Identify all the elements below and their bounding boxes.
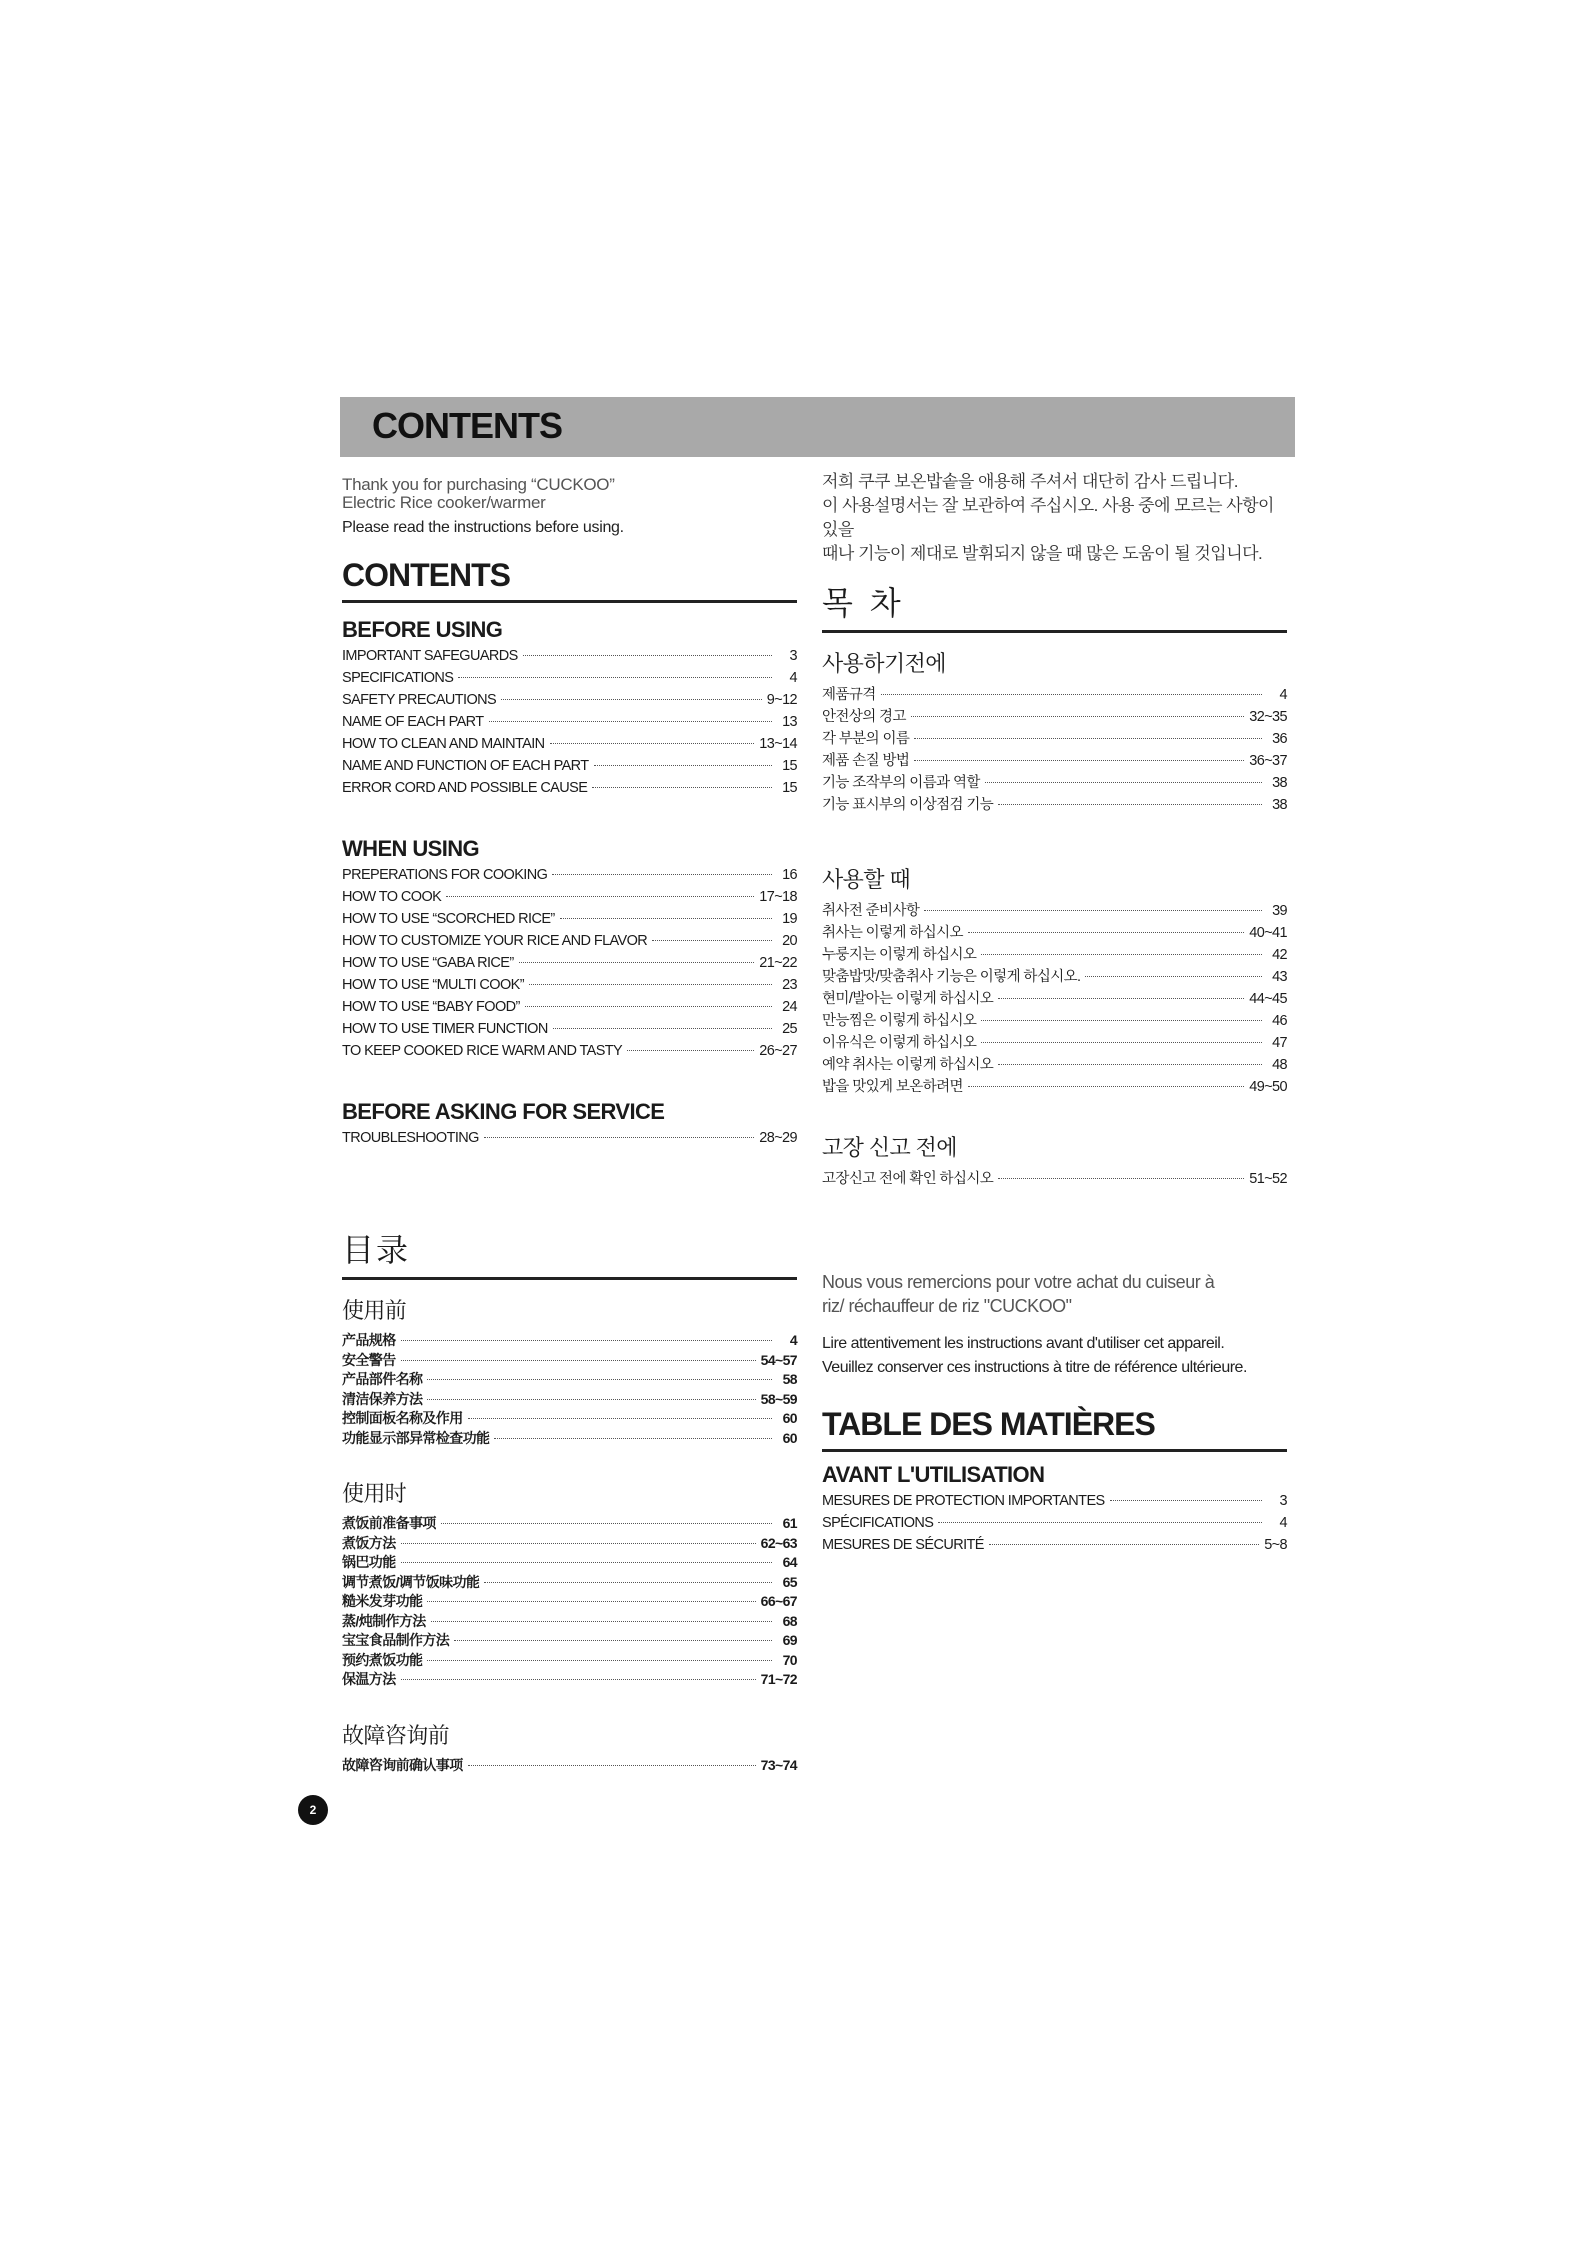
toc-row[interactable] bbox=[822, 793, 1287, 815]
en-section-list bbox=[342, 648, 797, 802]
en-intro-line2: Electric Rice cooker/warmer bbox=[342, 493, 546, 512]
toc-row[interactable] bbox=[822, 965, 1287, 987]
toc-row[interactable] bbox=[822, 1515, 1287, 1537]
toc-label: 맞춤밥맛/맞춤취사 기능은 이렇게 하십시오. bbox=[822, 969, 1081, 985]
dot-leader bbox=[431, 1621, 772, 1622]
toc-label: 预约煮饭功能 bbox=[342, 1651, 423, 1668]
toc-page: 70 bbox=[782, 1651, 797, 1668]
ko-heading: 목 차 bbox=[822, 578, 1287, 633]
toc-label: HOW TO CLEAN AND MAINTAIN bbox=[342, 736, 545, 752]
toc-page: 61 bbox=[782, 1515, 797, 1531]
en-section-title: BEFORE ASKING FOR SERVICE bbox=[342, 1099, 665, 1124]
zh-heading: 目录 bbox=[342, 1225, 797, 1280]
fr-intro-line4: Veuillez conserver ces instructions à titre de référence ultérieure. bbox=[822, 1359, 1247, 1376]
toc-page: 13 bbox=[782, 714, 797, 730]
toc-label: 이유식은 이렇게 하십시오 bbox=[822, 1035, 977, 1051]
toc-page: 65 bbox=[782, 1573, 797, 1590]
en-section-title: BEFORE USING bbox=[342, 617, 503, 642]
toc-label: 蒸/炖制作方法 bbox=[342, 1612, 426, 1629]
dot-leader bbox=[938, 1522, 1262, 1523]
toc-label: MESURES DE SÉCURITÉ bbox=[822, 1537, 984, 1553]
dot-leader bbox=[989, 1544, 1259, 1545]
dot-leader bbox=[441, 1523, 772, 1524]
fr-heading: TABLE DES MATIÈRES bbox=[822, 1406, 1287, 1452]
dot-leader bbox=[881, 694, 1262, 695]
toc-label: 锅巴功能 bbox=[342, 1554, 396, 1570]
toc-row[interactable] bbox=[822, 771, 1287, 793]
dot-leader bbox=[427, 1601, 755, 1602]
dot-leader bbox=[981, 1020, 1262, 1021]
toc-page: 40~41 bbox=[1249, 925, 1287, 941]
toc-row[interactable] bbox=[342, 1650, 797, 1670]
toc-row[interactable] bbox=[342, 736, 797, 758]
toc-row[interactable] bbox=[822, 987, 1287, 1009]
toc-page: 3 bbox=[1279, 1493, 1287, 1509]
ko-section-title: 사용할 때 bbox=[822, 867, 911, 892]
en-intro-line1: Thank you for purchasing “CUCKOO” bbox=[342, 475, 615, 494]
toc-row[interactable] bbox=[822, 749, 1287, 771]
fr-intro-line1: Nous vous remercions pour votre achat du cuiseur à bbox=[822, 1272, 1215, 1292]
fr-intro-line2: riz/ réchauffeur de riz "CUCKOO" bbox=[822, 1296, 1072, 1316]
dot-leader bbox=[501, 699, 762, 700]
toc-row[interactable] bbox=[342, 670, 797, 692]
banner-title: CONTENTS bbox=[372, 405, 562, 446]
dot-leader bbox=[553, 1028, 772, 1029]
toc-page: 9~12 bbox=[766, 692, 797, 708]
dot-leader bbox=[427, 1399, 755, 1400]
dot-leader bbox=[914, 760, 1244, 761]
toc-row[interactable] bbox=[822, 1009, 1287, 1031]
toc-page: 51~52 bbox=[1249, 1171, 1287, 1187]
toc-page: 19 bbox=[782, 911, 797, 927]
toc-row[interactable] bbox=[342, 1572, 797, 1592]
dot-leader bbox=[968, 1086, 1244, 1087]
dot-leader bbox=[484, 1582, 772, 1583]
dot-leader bbox=[401, 1543, 756, 1544]
toc-page: 48 bbox=[1272, 1057, 1287, 1073]
dot-leader bbox=[525, 1006, 772, 1007]
ko-intro-line1: 저희 쿠쿠 보온밥솥을 애용해 주셔서 대단히 감사 드립니다. bbox=[822, 472, 1238, 491]
ko-section-title: 고장 신고 전에 bbox=[822, 1135, 957, 1160]
toc-label: 宝宝食品制作方法 bbox=[342, 1632, 450, 1648]
toc-row[interactable] bbox=[822, 683, 1287, 705]
toc-row[interactable] bbox=[342, 1513, 797, 1533]
dot-leader bbox=[529, 984, 772, 985]
toc-page: 44~45 bbox=[1249, 991, 1287, 1007]
toc-label: 기능 표시부의 이상점검 기능 bbox=[822, 797, 994, 813]
toc-label: 만능찜은 이렇게 하십시오 bbox=[822, 1013, 977, 1029]
dot-leader bbox=[484, 1137, 754, 1138]
toc-row[interactable] bbox=[822, 1537, 1287, 1559]
toc-row[interactable] bbox=[342, 1130, 797, 1152]
dot-leader bbox=[468, 1765, 756, 1766]
toc-label: SAFETY PRECAUTIONS bbox=[342, 692, 497, 708]
toc-row[interactable] bbox=[342, 999, 797, 1021]
toc-label: 기능 조작부의 이름과 역할 bbox=[822, 775, 980, 791]
toc-label: 취사는 이렇게 하십시오 bbox=[822, 925, 963, 941]
toc-page: 5~8 bbox=[1264, 1537, 1287, 1553]
en-heading: CONTENTS bbox=[342, 557, 797, 603]
toc-page: 15 bbox=[782, 780, 797, 796]
toc-row[interactable] bbox=[342, 1408, 797, 1428]
toc-label: HOW TO COOK bbox=[342, 889, 442, 905]
toc-page: 54~57 bbox=[760, 1351, 797, 1368]
dot-leader bbox=[1085, 976, 1262, 977]
dot-leader bbox=[519, 962, 755, 963]
toc-label: 각 부분의 이름 bbox=[822, 731, 910, 747]
toc-label: 안전상의 경고 bbox=[822, 709, 906, 725]
toc-page: 4 bbox=[1279, 687, 1287, 703]
toc-row[interactable] bbox=[342, 714, 797, 736]
toc-label: 제품 손질 방법 bbox=[822, 753, 910, 769]
dot-leader bbox=[523, 655, 772, 656]
toc-label: 누룽지는 이렇게 하십시오 bbox=[822, 947, 977, 963]
toc-row[interactable] bbox=[342, 1533, 797, 1553]
toc-page: 49~50 bbox=[1249, 1079, 1287, 1095]
toc-label: 功能显示部异常检查功能 bbox=[342, 1429, 490, 1446]
toc-page: 38 bbox=[1272, 797, 1287, 813]
toc-label: 糙米发芽功能 bbox=[342, 1593, 423, 1609]
toc-label: HOW TO USE “SCORCHED RICE” bbox=[342, 911, 555, 927]
toc-label: TO KEEP COOKED RICE WARM AND TASTY bbox=[342, 1043, 623, 1059]
toc-label: 安全警告 bbox=[342, 1351, 396, 1368]
toc-label: HOW TO USE “BABY FOOD” bbox=[342, 999, 520, 1015]
fr-section-list bbox=[822, 1493, 1287, 1559]
dot-leader bbox=[627, 1050, 754, 1051]
en-section-title: WHEN USING bbox=[342, 836, 480, 861]
toc-row[interactable] bbox=[822, 1167, 1287, 1189]
toc-row[interactable] bbox=[822, 1075, 1287, 1097]
toc-row[interactable] bbox=[342, 1630, 797, 1650]
toc-label: NAME OF EACH PART bbox=[342, 714, 484, 730]
toc-label: 故障咨询前确认事项 bbox=[342, 1756, 463, 1773]
toc-page: 66~67 bbox=[760, 1593, 797, 1609]
en-section-list bbox=[342, 1130, 797, 1152]
toc-label: 취사전 준비사항 bbox=[822, 903, 920, 919]
dot-leader bbox=[1110, 1500, 1262, 1501]
toc-page: 25 bbox=[782, 1021, 797, 1037]
toc-label: 煮饭方法 bbox=[342, 1534, 396, 1551]
dot-leader bbox=[998, 998, 1244, 999]
english-toc bbox=[342, 475, 797, 1152]
toc-row[interactable] bbox=[342, 955, 797, 977]
ko-section-list bbox=[822, 1167, 1287, 1189]
toc-row[interactable] bbox=[342, 1350, 797, 1370]
toc-row[interactable] bbox=[342, 1043, 797, 1065]
toc-page: 21~22 bbox=[759, 955, 797, 971]
toc-row[interactable] bbox=[342, 1021, 797, 1043]
dot-leader bbox=[981, 954, 1262, 955]
dot-leader bbox=[968, 932, 1244, 933]
zh-section-list bbox=[342, 1513, 797, 1689]
dot-leader bbox=[401, 1360, 756, 1361]
toc-page: 62~63 bbox=[760, 1534, 797, 1551]
toc-label: PREPERATIONS FOR COOKING bbox=[342, 867, 548, 883]
dot-leader bbox=[911, 716, 1244, 717]
toc-label: 현미/발아는 이렇게 하십시오 bbox=[822, 991, 994, 1007]
toc-page: 28~29 bbox=[759, 1130, 797, 1146]
dot-leader bbox=[914, 738, 1262, 739]
toc-page: 13~14 bbox=[759, 736, 797, 752]
chinese-toc bbox=[342, 1225, 797, 1774]
toc-page: 47 bbox=[1272, 1035, 1287, 1051]
toc-row[interactable] bbox=[822, 943, 1287, 965]
toc-label: 清洁保养方法 bbox=[342, 1390, 423, 1407]
dot-leader bbox=[592, 787, 772, 788]
toc-label: MESURES DE PROTECTION IMPORTANTES bbox=[822, 1493, 1105, 1509]
zh-section-list bbox=[342, 1330, 797, 1447]
toc-label: HOW TO CUSTOMIZE YOUR RICE AND FLAVOR bbox=[342, 933, 648, 949]
dot-leader bbox=[550, 743, 755, 744]
toc-page: 20 bbox=[782, 933, 797, 949]
toc-label: IMPORTANT SAFEGUARDS bbox=[342, 648, 518, 664]
toc-row[interactable] bbox=[342, 1669, 797, 1689]
dot-leader bbox=[552, 874, 772, 875]
toc-row[interactable] bbox=[342, 648, 797, 670]
dot-leader bbox=[594, 765, 772, 766]
toc-page: 4 bbox=[789, 670, 797, 686]
dot-leader bbox=[985, 782, 1262, 783]
toc-row[interactable] bbox=[822, 727, 1287, 749]
toc-page: 26~27 bbox=[759, 1043, 797, 1059]
toc-page: 71~72 bbox=[760, 1671, 797, 1687]
zh-section-list bbox=[342, 1755, 797, 1775]
toc-row[interactable] bbox=[342, 1611, 797, 1631]
toc-label: 调节煮饭/调节饭味功能 bbox=[342, 1573, 480, 1590]
dot-leader bbox=[427, 1660, 772, 1661]
toc-label: SPÉCIFICATIONS bbox=[822, 1515, 934, 1531]
dot-leader bbox=[652, 940, 772, 941]
toc-label: HOW TO USE “MULTI COOK” bbox=[342, 977, 524, 993]
en-intro-line3: Please read the instructions before using. bbox=[342, 519, 624, 536]
dot-leader bbox=[458, 677, 772, 678]
toc-page: 58~59 bbox=[760, 1390, 797, 1407]
toc-label: 产品规格 bbox=[342, 1332, 396, 1348]
toc-label: 保温方法 bbox=[342, 1671, 396, 1687]
toc-row[interactable] bbox=[342, 1389, 797, 1409]
dot-leader bbox=[494, 1438, 772, 1439]
toc-page: 60 bbox=[782, 1410, 797, 1426]
zh-section-title: 使用时 bbox=[342, 1481, 407, 1506]
toc-page: 24 bbox=[782, 999, 797, 1015]
korean-toc bbox=[822, 470, 1287, 1189]
toc-label: SPECIFICATIONS bbox=[342, 670, 454, 686]
toc-row[interactable] bbox=[342, 1330, 797, 1350]
ko-intro-line2: 이 사용설명서는 잘 보관하여 주십시오. 사용 중에 모르는 사항이 있을 bbox=[822, 496, 1274, 539]
dot-leader bbox=[981, 1042, 1262, 1043]
toc-row[interactable] bbox=[342, 1552, 797, 1572]
toc-page: 60 bbox=[782, 1429, 797, 1446]
en-section-list bbox=[342, 867, 797, 1065]
toc-label: 제품규격 bbox=[822, 687, 876, 703]
dot-leader bbox=[489, 721, 772, 722]
toc-page: 73~74 bbox=[760, 1756, 797, 1773]
toc-page: 16 bbox=[782, 867, 797, 883]
dot-leader bbox=[468, 1418, 772, 1419]
toc-page: 15 bbox=[782, 758, 797, 774]
dot-leader bbox=[924, 910, 1262, 911]
dot-leader bbox=[401, 1562, 772, 1563]
toc-row[interactable] bbox=[822, 1053, 1287, 1075]
toc-label: 控制面板名称及作用 bbox=[342, 1410, 463, 1426]
toc-label: NAME AND FUNCTION OF EACH PART bbox=[342, 758, 589, 774]
toc-page: 46 bbox=[1272, 1013, 1287, 1029]
toc-page: 38 bbox=[1272, 775, 1287, 791]
toc-row[interactable] bbox=[822, 921, 1287, 943]
ko-section-list bbox=[822, 899, 1287, 1097]
toc-row[interactable] bbox=[342, 1755, 797, 1775]
zh-section-title: 使用前 bbox=[342, 1298, 407, 1323]
toc-row[interactable] bbox=[822, 705, 1287, 727]
toc-page: 23 bbox=[782, 977, 797, 993]
toc-page: 58 bbox=[782, 1371, 797, 1387]
dot-leader bbox=[998, 1178, 1244, 1179]
dot-leader bbox=[446, 896, 754, 897]
toc-page: 69 bbox=[782, 1632, 797, 1648]
dot-leader bbox=[454, 1640, 772, 1641]
toc-page: 43 bbox=[1272, 969, 1287, 985]
ko-section-list bbox=[822, 683, 1287, 815]
toc-page: 64 bbox=[782, 1554, 797, 1570]
toc-page: 4 bbox=[1279, 1515, 1287, 1531]
dot-leader bbox=[427, 1379, 772, 1380]
dot-leader bbox=[998, 804, 1262, 805]
toc-page: 68 bbox=[782, 1612, 797, 1629]
toc-row[interactable] bbox=[342, 1428, 797, 1448]
toc-page: 4 bbox=[789, 1332, 797, 1348]
toc-label: 예약 취사는 이렇게 하십시오 bbox=[822, 1057, 994, 1073]
fr-intro-line3: Lire attentivement les instructions avant d'utiliser cet appareil. bbox=[822, 1335, 1225, 1352]
toc-row[interactable] bbox=[342, 867, 797, 889]
toc-row[interactable] bbox=[822, 1493, 1287, 1515]
toc-row[interactable] bbox=[342, 692, 797, 714]
toc-row[interactable] bbox=[342, 977, 797, 999]
toc-row[interactable] bbox=[342, 758, 797, 780]
toc-row[interactable] bbox=[822, 899, 1287, 921]
toc-row[interactable] bbox=[342, 911, 797, 933]
toc-label: 产品部件名称 bbox=[342, 1371, 423, 1387]
page-number-badge: 2 bbox=[298, 1795, 328, 1825]
toc-page: 3 bbox=[789, 648, 797, 664]
dot-leader bbox=[401, 1679, 756, 1680]
toc-label: 煮饭前准备事项 bbox=[342, 1515, 436, 1531]
toc-page: 42 bbox=[1272, 947, 1287, 963]
dot-leader bbox=[560, 918, 772, 919]
toc-row[interactable] bbox=[342, 889, 797, 911]
toc-label: 밥을 맛있게 보온하려면 bbox=[822, 1079, 963, 1095]
toc-row[interactable] bbox=[822, 1031, 1287, 1053]
toc-row[interactable] bbox=[342, 1369, 797, 1389]
toc-page: 39 bbox=[1272, 903, 1287, 919]
ko-intro-line3: 때나 기능이 제대로 발휘되지 않을 때 많은 도움이 될 것입니다. bbox=[822, 544, 1263, 563]
dot-leader bbox=[401, 1340, 772, 1341]
toc-row[interactable] bbox=[342, 1591, 797, 1611]
toc-row[interactable] bbox=[342, 780, 797, 802]
toc-label: HOW TO USE TIMER FUNCTION bbox=[342, 1021, 548, 1037]
ko-section-title: 사용하기전에 bbox=[822, 651, 946, 676]
toc-label: 고장신고 전에 확인 하십시오 bbox=[822, 1171, 994, 1187]
toc-page: 36~37 bbox=[1249, 753, 1287, 769]
french-toc bbox=[822, 1270, 1287, 1559]
toc-row[interactable] bbox=[342, 933, 797, 955]
contents-banner bbox=[340, 397, 1295, 457]
toc-page: 32~35 bbox=[1249, 709, 1287, 725]
toc-label: TROUBLESHOOTING bbox=[342, 1130, 479, 1146]
toc-label: ERROR CORD AND POSSIBLE CAUSE bbox=[342, 780, 588, 796]
toc-page: 17~18 bbox=[759, 889, 797, 905]
dot-leader bbox=[998, 1064, 1262, 1065]
toc-label: HOW TO USE “GABA RICE” bbox=[342, 955, 514, 971]
zh-section-title: 故障咨询前 bbox=[342, 1722, 450, 1748]
toc-page: 36 bbox=[1272, 731, 1287, 747]
fr-section-title: AVANT L'UTILISATION bbox=[822, 1462, 1045, 1487]
